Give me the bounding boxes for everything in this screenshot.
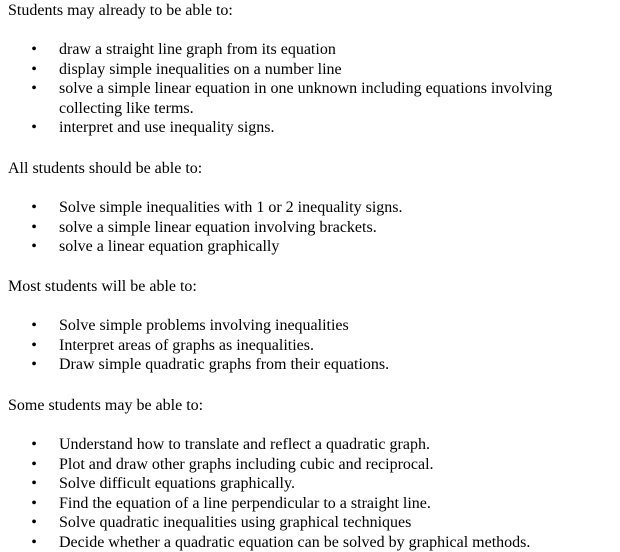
bullet-icon xyxy=(30,79,38,99)
list-item xyxy=(0,533,620,552)
list-item-text: Solve quadratic inequalities using graphical techniques xyxy=(59,514,411,531)
list-item xyxy=(0,40,620,60)
bullet-icon xyxy=(30,218,38,238)
bullet-icon xyxy=(30,237,38,257)
list-item xyxy=(0,118,620,138)
bullet-icon xyxy=(30,513,38,533)
section-heading: Most students will be able to: xyxy=(8,277,197,297)
list-item-text: solve a simple linear equation in one unknown including equations involving collecting like terms. xyxy=(59,80,552,117)
list-item xyxy=(0,316,620,336)
list-item xyxy=(0,79,620,118)
section-heading: All students should be able to: xyxy=(8,159,202,179)
bullet-icon xyxy=(30,355,38,375)
bullet-icon xyxy=(30,455,38,475)
bullet-icon xyxy=(30,316,38,336)
list-item xyxy=(0,60,620,80)
list-item xyxy=(0,494,620,514)
list-item-text: Decide whether a quadratic equation can be solved by graphical methods. xyxy=(59,534,530,551)
objective-list xyxy=(0,40,620,138)
list-item-text: Solve difficult equations graphically. xyxy=(59,475,295,492)
list-item xyxy=(0,198,620,218)
list-item-text: Plot and draw other graphs including cubic and reciprocal. xyxy=(59,456,434,473)
bullet-icon xyxy=(30,494,38,514)
objective-list xyxy=(0,316,620,375)
bullet-icon xyxy=(30,198,38,218)
bullet-icon xyxy=(30,40,38,60)
list-item-text: Understand how to translate and reflect a quadratic graph. xyxy=(59,436,430,453)
bullet-icon xyxy=(30,474,38,494)
list-item xyxy=(0,435,620,455)
objective-list xyxy=(0,435,620,552)
bullet-icon xyxy=(30,533,38,552)
list-item-text: interpret and use inequality signs. xyxy=(59,119,275,136)
list-item xyxy=(0,455,620,475)
list-item-text: draw a straight line graph from its equation xyxy=(59,41,336,58)
list-item-text: Find the equation of a line perpendicular to a straight line. xyxy=(59,495,431,512)
list-item xyxy=(0,513,620,533)
list-item xyxy=(0,218,620,238)
list-item xyxy=(0,237,620,257)
list-item-text: Draw simple quadratic graphs from their equations. xyxy=(59,356,389,373)
list-item xyxy=(0,336,620,356)
bullet-icon xyxy=(30,118,38,138)
bullet-icon xyxy=(30,435,38,455)
list-item-text: display simple inequalities on a number line xyxy=(59,61,342,78)
list-item xyxy=(0,474,620,494)
list-item xyxy=(0,355,620,375)
list-item-text: Solve simple inequalities with 1 or 2 inequality signs. xyxy=(59,199,403,216)
objective-list xyxy=(0,198,620,257)
list-item-text: Solve simple problems involving inequalities xyxy=(59,317,349,334)
list-item-text: solve a simple linear equation involving brackets. xyxy=(59,219,377,236)
list-item-text: solve a linear equation graphically xyxy=(59,238,279,255)
bullet-icon xyxy=(30,336,38,356)
section-heading: Students may already to be able to: xyxy=(8,1,233,21)
list-item-text: Interpret areas of graphs as inequalities. xyxy=(59,337,314,354)
section-heading: Some students may be able to: xyxy=(8,396,203,416)
bullet-icon xyxy=(30,60,38,80)
